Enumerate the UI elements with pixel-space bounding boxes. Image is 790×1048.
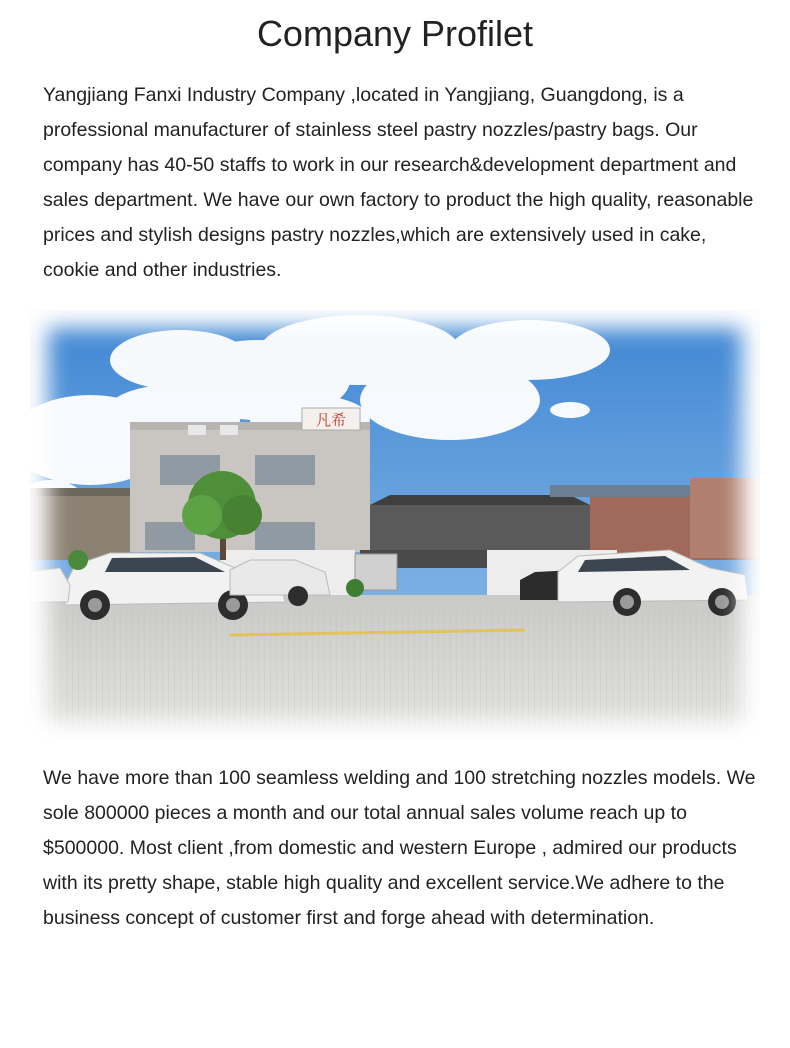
page-title: Company Profilet bbox=[256, 13, 534, 54]
details-paragraph: We have more than 100 seamless welding and 100 stretching nozzles models. We sole 800000 pieces a month and our total annual sales volume reach up to $500000. Most client ,from domestic and western Europe , admired our products with its pretty shape, stable high quality and excellent service.We adhere to the business concept of customer first and forge ahead with determination. bbox=[43, 767, 756, 929]
factory-sign: 凡希 bbox=[315, 411, 347, 429]
factory-photo bbox=[30, 310, 760, 740]
intro-paragraph: Yangjiang Fanxi Industry Company ,located in Yangjiang, Guangdong, is a professional manufacturer of stainless steel pastry nozzles/pastry bags. Our company has 40-50 staffs to work in our research&development department and sales department. We have our own factory to product the high quality, reasonable prices and stylish designs pastry nozzles,which are extensively used in cake, cookie and other industries. bbox=[43, 84, 754, 281]
shrub bbox=[346, 579, 364, 597]
left-building bbox=[30, 490, 130, 560]
factory-illustration bbox=[30, 310, 760, 740]
